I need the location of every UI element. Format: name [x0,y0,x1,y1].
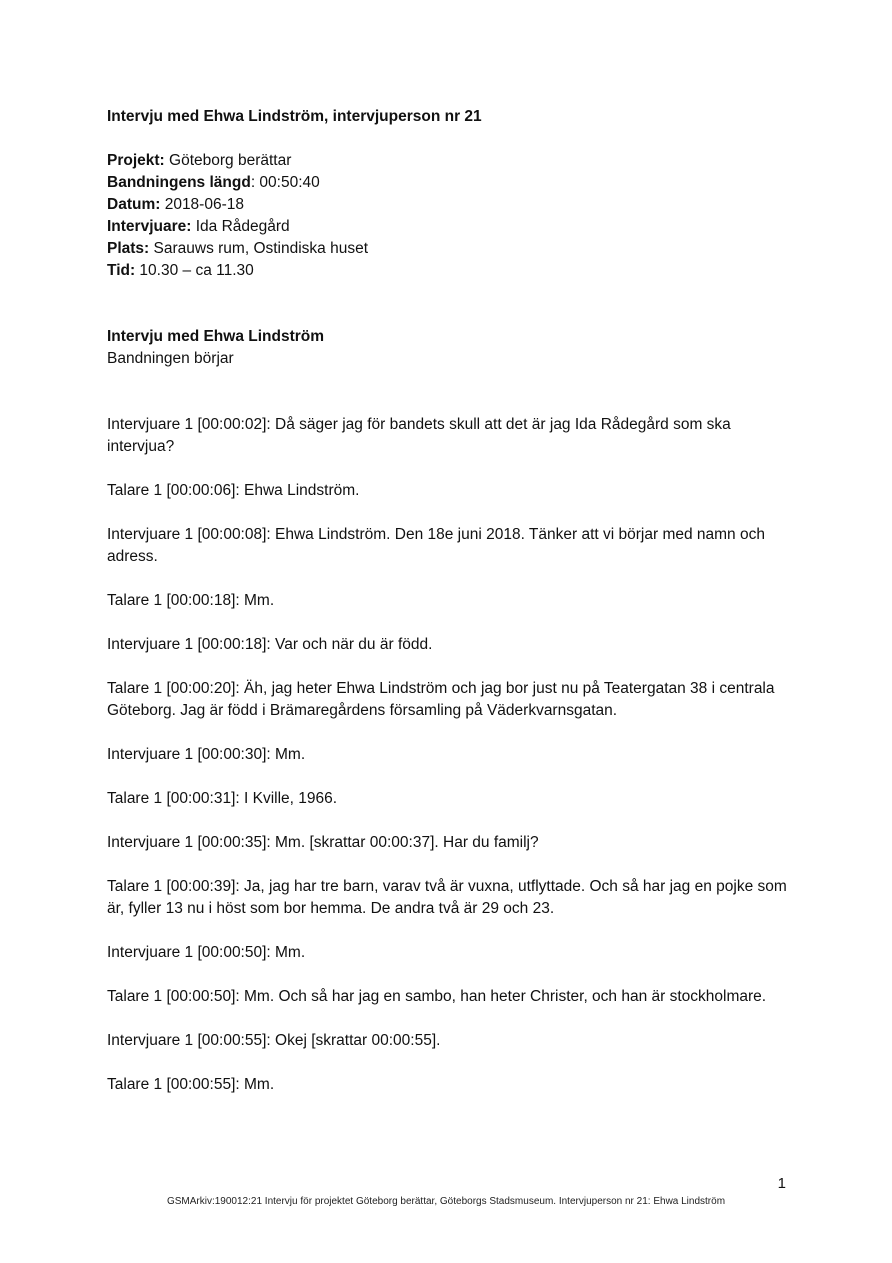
page-footer: GSMArkiv:190012:21 Intervju för projektet Göteborg berättar, Göteborgs Stadsmuseum. Intervjuperson nr 21: Ehwa Lindström [166,1196,726,1207]
transcript-turn: Talare 1 [00:00:31]: I Kville, 1966. [107,790,338,807]
section-heading: Intervju med Ehwa Lindström [107,328,325,345]
meta-label: Projekt: [107,152,165,169]
transcript-turn: Intervjuare 1 [00:00:55]: Okej [skrattar 00:00:55]. [107,1032,441,1049]
transcript-turn: Talare 1 [00:00:06]: Ehwa Lindström. [107,482,360,499]
meta-label: Plats: [107,240,150,257]
meta-value: 10.30 – ca 11.30 [135,262,254,279]
meta-label: Bandningens längd [107,174,251,191]
transcript-turn: Intervjuare 1 [00:00:02]: Då säger jag för bandets skull att det är jag Ida Rådegård som ska intervjua? [107,416,731,455]
transcript-turn: Intervjuare 1 [00:00:50]: Mm. [107,944,306,961]
meta-date [107,194,797,216]
metadata-block [107,150,797,282]
transcript-turn: Intervjuare 1 [00:00:18]: Var och när du är född. [107,636,433,653]
meta-label: Tid: [107,262,136,279]
transcript-turn: Talare 1 [00:00:39]: Ja, jag har tre barn, varav två är vuxna, utflyttade. Och så har jag en pojke som är, fyller 13 nu i höst som bor hemma. De andra två är 29 och 23. [107,878,787,917]
meta-project [107,150,797,172]
transcript-turn: Intervjuare 1 [00:00:35]: Mm. [skrattar 00:00:37]. Har du familj? [107,834,539,851]
page-number: 1 [777,1175,786,1192]
section-subheading: Bandningen börjar [107,350,234,367]
transcript [107,414,797,1096]
meta-place [107,238,797,260]
meta-value: 2018-06-18 [160,196,244,213]
transcript-turn: Intervjuare 1 [00:00:30]: Mm. [107,746,306,763]
meta-interviewer [107,216,797,238]
transcript-turn: Talare 1 [00:00:20]: Äh, jag heter Ehwa Lindström och jag bor just nu på Teatergatan 38 i centrala Göteborg. Jag är född i Brämaregårdens församling på Väderkvarnsgatan. [107,680,775,719]
transcript-turn: Intervjuare 1 [00:00:08]: Ehwa Lindström. Den 18e juni 2018. Tänker att vi börjar med namn och adress. [107,526,765,565]
meta-recording-length [107,172,797,194]
meta-value: Sarauws rum, Ostindiska huset [149,240,369,257]
interview-section [107,326,797,370]
transcript-turn: Talare 1 [00:00:18]: Mm. [107,592,275,609]
meta-value: : 00:50:40 [250,174,320,191]
meta-value: Göteborg berättar [164,152,292,169]
transcript-turn: Talare 1 [00:00:50]: Mm. Och så har jag en sambo, han heter Christer, och han är stockholmare. [107,988,767,1005]
transcript-turn: Talare 1 [00:00:55]: Mm. [107,1076,275,1093]
meta-label: Intervjuare: [107,218,192,235]
meta-time [107,260,797,282]
document-title: Intervju med Ehwa Lindström, intervjuperson nr 21 [107,108,482,125]
meta-label: Datum: [107,196,161,213]
document-page [107,106,797,1118]
meta-value: Ida Rådegård [191,218,290,235]
